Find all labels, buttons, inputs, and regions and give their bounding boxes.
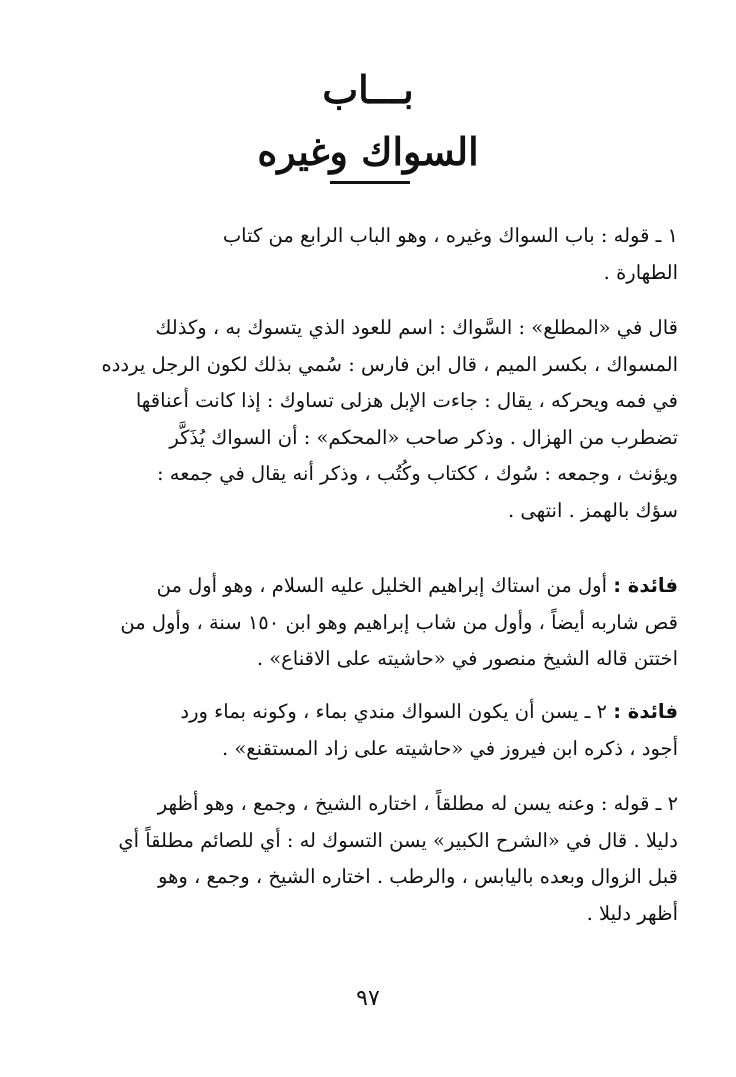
paragraph-line: تضطرب من الهزال . وذكر صاحب «المحكم» : أن السواك يُذَكَّر bbox=[169, 425, 678, 449]
paragraph-line: أظهر دليلا . bbox=[586, 901, 678, 925]
paragraph-2 bbox=[58, 310, 678, 529]
title-underline bbox=[330, 181, 410, 184]
paragraph-line: ١ ـ قوله : باب السواك وغيره ، وهو الباب الرابع من كتاب bbox=[222, 224, 678, 247]
paragraph-line: اختتن قاله الشيخ منصور في «حاشيته على الاقناع» . bbox=[256, 647, 678, 670]
paragraph-line: قص شاربه أيضاً ، وأول من شاب إبراهيم وهو ابن ١٥٠ سنة ، وأول من bbox=[120, 610, 678, 634]
paragraph-line: ٢ ـ قوله : وعنه يسن له مطلقاً ، اختاره الشيخ ، وجمع ، وهو أظهر bbox=[157, 792, 678, 815]
paragraph-line bbox=[58, 568, 678, 605]
paragraph-line: أجود ، ذكره ابن فيروز في «حاشيته على زاد المستقنع» . bbox=[221, 736, 678, 760]
paragraph-line: ويؤنث ، وجمعه : سُوك ، ككتاب وكُتُب ، وذكر أنه يقال في جمعه : bbox=[157, 462, 678, 485]
paragraph-line: قال في «المطلع» : السَّواك : اسم للعود الذي يتسوك به ، وكذلك bbox=[155, 316, 678, 339]
chapter-title: السواك وغيره bbox=[257, 129, 479, 174]
paragraph-line: المسواك ، بكسر الميم ، قال ابن فارس : سُمي بذلك لكون الرجل يردده bbox=[101, 352, 678, 376]
paragraph-line: الطهارة . bbox=[603, 260, 678, 284]
page-number: ٩٧ bbox=[356, 986, 380, 1011]
paragraph-1 bbox=[58, 218, 678, 291]
note-label: فائدة : bbox=[613, 574, 678, 597]
note-text: ٢ ـ يسن أن يكون السواك مندي بماء ، وكونه بماء ورد bbox=[180, 700, 608, 723]
benefit-note-2 bbox=[58, 694, 678, 767]
chapter-label: بـــاب bbox=[322, 67, 414, 112]
note-text: أول من استاك إبراهيم الخليل عليه السلام ، وهو أول من bbox=[156, 574, 608, 597]
paragraph-5 bbox=[58, 786, 678, 932]
paragraph-line: سؤك بالهمز . انتهى . bbox=[508, 498, 678, 522]
paragraph-line: قبل الزوال وبعده باليابس ، والرطب . اختاره الشيخ ، وجمع ، وهو bbox=[158, 865, 678, 888]
paragraph-line: دليلا . قال في «الشرح الكبير» يسن التسوك له : أي للصائم مطلقاً أي bbox=[118, 828, 678, 852]
paragraph-line: في فمه ويحركه ، يقال : جاءت الإبل هزلى تساوك : إذا كانت أعناقها bbox=[135, 389, 678, 412]
benefit-note-1 bbox=[58, 568, 678, 678]
note-label: فائدة : bbox=[613, 700, 678, 723]
paragraph-line bbox=[58, 694, 678, 731]
